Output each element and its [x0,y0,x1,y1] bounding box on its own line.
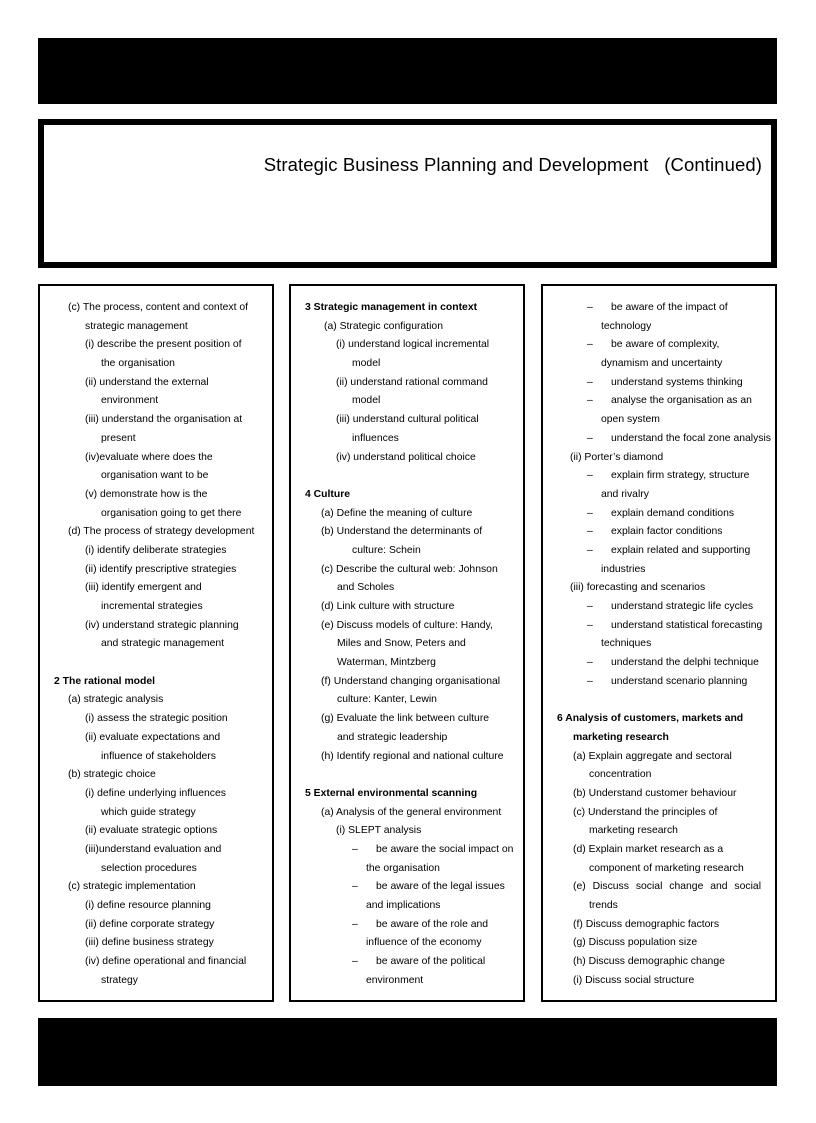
syllabus-line [291,972,523,991]
syllabus-line [40,467,272,486]
syllabus-line [291,804,523,823]
bullet-item [291,841,523,860]
line-text: (c) Describe the cultural web: Johnson [321,563,498,575]
title-panel [44,125,771,262]
syllabus-line [40,336,272,355]
line-text: culture: Kanter, Lewin [337,694,437,706]
line-text: (iii)understand evaluation and [85,843,222,855]
syllabus-line [40,542,272,561]
line-text: influences [352,432,399,444]
dash-bullet-icon: – [587,619,593,631]
syllabus-line [40,972,272,991]
syllabus-line [40,430,272,449]
syllabus-line [291,860,523,879]
line-text: (b) Understand the determinants of [321,526,483,538]
syllabus-line [291,598,523,617]
bullet-item [543,374,775,393]
syllabus-line [543,934,775,953]
line-text: (i) Discuss social structure [573,974,695,986]
syllabus-line [40,953,272,972]
line-text: (d) The process of strategy development [68,526,255,538]
line-text: (a) strategic analysis [68,694,164,706]
syllabus-line [543,878,775,897]
line-text: (iv) understand political choice [336,451,476,463]
line-text: influence of the economy [366,937,482,949]
syllabus-line [291,542,523,561]
line-text: dynamism and uncertainty [601,358,723,370]
line-text: (d) Link culture with structure [321,601,455,612]
line-text: (ii) evaluate strategic options [85,825,218,837]
syllabus-line [543,804,775,823]
syllabus-line [40,822,272,841]
line-text: (iv) define operational and financial [85,956,247,968]
bullet-item [543,598,775,617]
section-heading [291,299,523,318]
line-text: (ii) Porter’s diamond [570,451,664,463]
syllabus-line [40,318,272,337]
line-text: (f) Discuss demographic factors [573,918,720,930]
line-text: understand systems thinking [611,376,743,388]
line-text: (iii) identify emergent and [85,582,202,594]
dash-bullet-icon: – [587,376,593,388]
line-text: explain factor conditions [611,526,723,538]
syllabus-line [291,392,523,411]
title-frame [38,119,777,268]
spacer [543,691,775,710]
line-text: (i) understand logical incremental [336,339,490,351]
line-text: and implications [366,900,441,911]
syllabus-line [291,411,523,430]
dash-bullet-icon: – [587,339,593,351]
syllabus-line [543,579,775,598]
footer-black-bar [38,1018,777,1086]
syllabus-line [40,897,272,916]
syllabus-line [291,748,523,767]
syllabus-line [291,374,523,393]
syllabus-line [543,785,775,804]
line-text: (i) assess the strategic position [85,713,228,725]
section-heading [291,486,523,505]
line-text: and strategic leadership [337,731,448,743]
bullet-item [543,392,775,411]
dash-bullet-icon: – [587,302,593,313]
syllabus-line [291,523,523,542]
line-text: (a) Explain aggregate and sectoral [573,750,732,762]
syllabus-line [543,916,775,935]
line-text: techniques [601,638,652,650]
syllabus-line [543,411,775,430]
line-text: (i) define resource planning [85,900,211,911]
line-text: (c) The process, content and context of [68,302,249,313]
syllabus-line [291,654,523,673]
line-text: (d) Explain market research as a [573,843,724,855]
line-text: industries [601,563,646,575]
line-text: (i) describe the present position of [85,339,242,351]
syllabus-line [291,822,523,841]
line-text: the organisation [101,358,175,370]
line-text: selection procedures [101,862,197,874]
syllabus-line [543,897,775,916]
line-text: (ii) define corporate strategy [85,918,215,930]
dash-bullet-icon: – [352,881,358,893]
line-text: organisation going to get there [101,507,242,519]
line-text: explain firm strategy, structure [611,470,750,482]
line-text: Waterman, Mintzberg [337,657,436,669]
syllabus-line [40,748,272,767]
line-text: component of marketing research [589,862,744,874]
syllabus-line [291,579,523,598]
line-text: understand strategic life cycles [611,601,754,612]
dash-bullet-icon: – [587,507,593,519]
bullet-item [543,467,775,486]
section-heading [543,729,775,748]
line-text: (i) define underlying influences [85,787,226,799]
syllabus-line [40,579,272,598]
bullet-item [291,878,523,897]
dash-bullet-icon: – [352,843,358,855]
syllabus-line [40,392,272,411]
syllabus-line [40,878,272,897]
line-text: influence of stakeholders [101,750,216,762]
dash-bullet-icon: – [587,395,593,407]
line-text: strategy [101,974,138,986]
line-text: (b) strategic choice [68,769,156,781]
dash-bullet-icon: – [352,956,358,968]
syllabus-line [40,561,272,580]
bullet-item [291,916,523,935]
syllabus-line [291,430,523,449]
line-text: (ii) understand rational command [336,376,488,388]
line-text: marketing research [573,731,669,743]
syllabus-line [40,766,272,785]
line-text: (i) identify deliberate strategies [85,544,227,556]
bullet-item [543,523,775,542]
line-text: be aware of the role and [376,918,489,930]
line-text: (iii) understand the organisation at [85,414,243,426]
line-text: (g) Evaluate the link between culture [321,713,490,725]
line-text: 4 Culture [305,488,351,500]
line-text: understand the delphi technique [611,657,759,669]
syllabus-line [40,710,272,729]
syllabus-line [40,916,272,935]
line-text: (ii) identify prescriptive strategies [85,563,237,575]
line-text: marketing research [589,825,678,837]
line-text: incremental strategies [101,601,203,612]
syllabus-line [40,729,272,748]
syllabus-line [291,710,523,729]
line-text: (e) Discuss models of culture: Handy, [321,619,493,631]
line-text: (iv)evaluate where does the [85,451,213,463]
line-text: open system [601,414,660,426]
line-text: concentration [589,769,652,781]
bullet-item [543,617,775,636]
syllabus-line [291,449,523,468]
syllabus-line [543,860,775,879]
dash-bullet-icon: – [587,432,593,444]
syllabus-line [291,729,523,748]
line-text: be aware of the impact of [611,302,728,313]
line-text: and rivalry [601,488,649,500]
syllabus-line [291,617,523,636]
syllabus-column-3 [541,284,777,1002]
line-text: (a) Strategic configuration [324,320,443,332]
bullet-item [291,953,523,972]
syllabus-line [543,355,775,374]
syllabus-line [40,505,272,524]
line-text: (e) Discuss social change and social [573,881,761,893]
syllabus-line [543,318,775,337]
line-text: (iii) understand cultural political [336,414,479,426]
line-text: (b) Understand customer behaviour [573,787,737,799]
syllabus-line [543,766,775,785]
bullet-item [543,430,775,449]
line-text: model [352,395,381,407]
syllabus-line [543,486,775,505]
syllabus-line [40,449,272,468]
syllabus-line [543,972,775,991]
line-text: (f) Understand changing organisational [321,675,501,687]
syllabus-line [291,505,523,524]
syllabus-line [543,449,775,468]
syllabus-line [291,318,523,337]
line-text: be aware of complexity, [611,339,720,351]
line-text: strategic management [85,320,188,332]
syllabus-line [40,486,272,505]
syllabus-line [40,635,272,654]
syllabus-line [40,860,272,879]
dash-bullet-icon: – [587,470,593,482]
line-text: (iii) forecasting and scenarios [570,582,706,594]
line-text: (c) strategic implementation [68,881,196,893]
syllabus-line [40,617,272,636]
line-text: and strategic management [101,638,225,650]
syllabus-line [543,561,775,580]
syllabus-line [291,673,523,692]
spacer [40,654,272,673]
line-text: Miles and Snow, Peters and [337,638,466,650]
syllabus-line [543,748,775,767]
syllabus-column-2 [289,284,525,1002]
syllabus-line [291,561,523,580]
line-text: (h) Discuss demographic change [573,956,725,968]
line-text: the organisation [366,862,440,874]
syllabus-line [291,336,523,355]
line-text: organisation want to be [101,470,209,482]
line-text: present [101,432,136,444]
syllabus-line [543,635,775,654]
line-text: (i) SLEPT analysis [336,825,422,837]
syllabus-line [40,598,272,617]
line-text: (a) Analysis of the general environment [321,806,502,818]
syllabus-line [40,804,272,823]
bullet-item [543,542,775,561]
dash-bullet-icon: – [587,601,593,612]
line-text: understand the focal zone analysis [611,432,772,444]
line-text: explain related and supporting [611,544,751,556]
line-text: explain demand conditions [611,507,735,519]
section-heading [40,673,272,692]
dash-bullet-icon: – [587,544,593,556]
syllabus-line [40,785,272,804]
syllabus-line [543,841,775,860]
line-text: 2 The rational model [54,675,156,687]
syllabus-line [40,374,272,393]
dash-bullet-icon: – [587,657,593,669]
line-text: trends [589,900,618,911]
line-text: environment [366,974,424,986]
bullet-item [543,505,775,524]
line-text: model [352,358,381,370]
line-text: 6 Analysis of customers, markets and [557,713,744,725]
line-text: 3 Strategic management in context [305,302,478,313]
syllabus-line [291,934,523,953]
line-text: (h) Identify regional and national culture [321,750,504,762]
line-text: analyse the organisation as an [611,395,752,407]
line-text: (iii) define business strategy [85,937,214,949]
line-text: be aware of the legal issues [376,881,505,893]
line-text: which guide strategy [101,806,196,818]
syllabus-column-1 [38,284,274,1002]
syllabus-line [40,411,272,430]
spacer [291,467,523,486]
line-text: environment [101,395,159,407]
syllabus-line [291,355,523,374]
line-text: (a) Define the meaning of culture [321,507,473,519]
syllabus-line [291,897,523,916]
line-text: be aware the social impact on [376,843,514,855]
line-text: (c) Understand the principles of [573,806,718,818]
line-text: understand statistical forecasting [611,619,763,631]
page-title: Strategic Business Planning and Development (Continued) [263,154,762,175]
section-heading [291,785,523,804]
line-text: (v) demonstrate how is the [85,488,208,500]
syllabus-line [40,934,272,953]
bullet-item [543,654,775,673]
syllabus-line [40,299,272,318]
syllabus-line [291,691,523,710]
syllabus-line [40,355,272,374]
header-black-bar [38,38,777,104]
dash-bullet-icon: – [352,918,358,930]
spacer [291,766,523,785]
line-text: (ii) understand the external [85,376,209,388]
syllabus-line [543,822,775,841]
line-text: technology [601,320,652,332]
line-text: 5 External environmental scanning [305,787,478,799]
bullet-item [543,673,775,692]
line-text: (iv) understand strategic planning [85,619,239,631]
line-text: be aware of the political [376,956,486,968]
line-text: (g) Discuss population size [573,937,698,949]
line-text: and Scholes [337,582,395,594]
dash-bullet-icon: – [587,675,593,687]
line-text: understand scenario planning [611,675,748,687]
section-heading [543,710,775,729]
syllabus-line [40,523,272,542]
syllabus-line [543,953,775,972]
line-text: (ii) evaluate expectations and [85,731,221,743]
bullet-item [543,336,775,355]
syllabus-line [40,691,272,710]
dash-bullet-icon: – [587,526,593,538]
line-text: culture: Schein [352,544,421,556]
bullet-item [543,299,775,318]
syllabus-line [40,841,272,860]
syllabus-line [291,635,523,654]
